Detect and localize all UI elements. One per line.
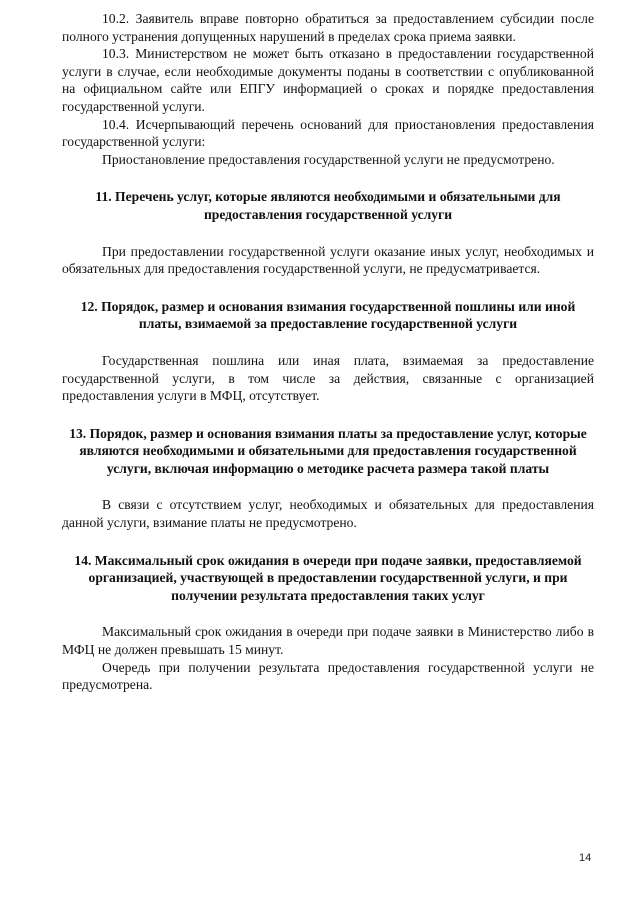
section-13-paragraph: В связи с отсутствием услуг, необходимых и обязательных для предоставления данной услуги, взимание платы не предусмотрено. bbox=[62, 497, 594, 531]
section-14-paragraph-2: Очередь при получении результата предоставления государственной услуги не предусмотрена. bbox=[62, 659, 594, 693]
section-12-paragraph: Государственная пошлина или иная плата, взимаемая за предоставление государственной услуги, в том числе за действия, связанные с организацией предоставления услуги в МФЦ, отсутствует. bbox=[62, 352, 594, 404]
paragraph-10-2: 10.2. Заявитель вправе повторно обратиться за предоставлением субсидии после полного устранения допущенных нарушений в пределах срока приема заявки. bbox=[62, 11, 594, 44]
paragraph-10-4: 10.4. Исчерпывающий перечень оснований для приостановления предоставления государственной услуги: bbox=[62, 116, 594, 150]
document-page bbox=[62, 10, 594, 694]
paragraph-suspension: Приостановление предоставления государственной услуги не предусмотрено. bbox=[102, 151, 555, 167]
section-heading-13: 13. Порядок, размер и основания взимания платы за предоставление услуг, которые являются необходимыми и обязательными для предоставления государственной услуги, включая информацию о методике расчета размера такой платы bbox=[69, 425, 587, 476]
section-14-paragraph-1: Максимальный срок ожидания в очереди при подаче заявки в Министерство либо в МФЦ не должен превышать 15 минут. bbox=[62, 624, 594, 658]
section-heading-14: 14. Максимальный срок ожидания в очереди при подаче заявки, предоставляемой организацией, участвующей в предоставлении государственной услуги, и при получении результата предоставления таких услуг bbox=[74, 552, 582, 603]
paragraph-10-3: 10.3. Министерством не может быть отказано в предоставлении государственной услуги в случае, если необходимые документы поданы в соответствии с опубликованной на официальном сайте или ЕПГУ информацией о сроках и порядке предоставления государственной услуги. bbox=[62, 46, 594, 114]
section-heading-12: 12. Порядок, размер и основания взимания государственной пошлины или иной платы, взимаемой за предоставление государственной услуги bbox=[80, 298, 576, 332]
page-number: 14 bbox=[579, 852, 592, 864]
section-heading-11: 11. Перечень услуг, которые являются необходимыми и обязательными для предоставления государственной услуги bbox=[95, 189, 561, 222]
section-11-paragraph: При предоставлении государственной услуги оказание иных услуг, необходимых и обязательных для предоставления государственной услуги, не предусматривается. bbox=[62, 243, 594, 277]
